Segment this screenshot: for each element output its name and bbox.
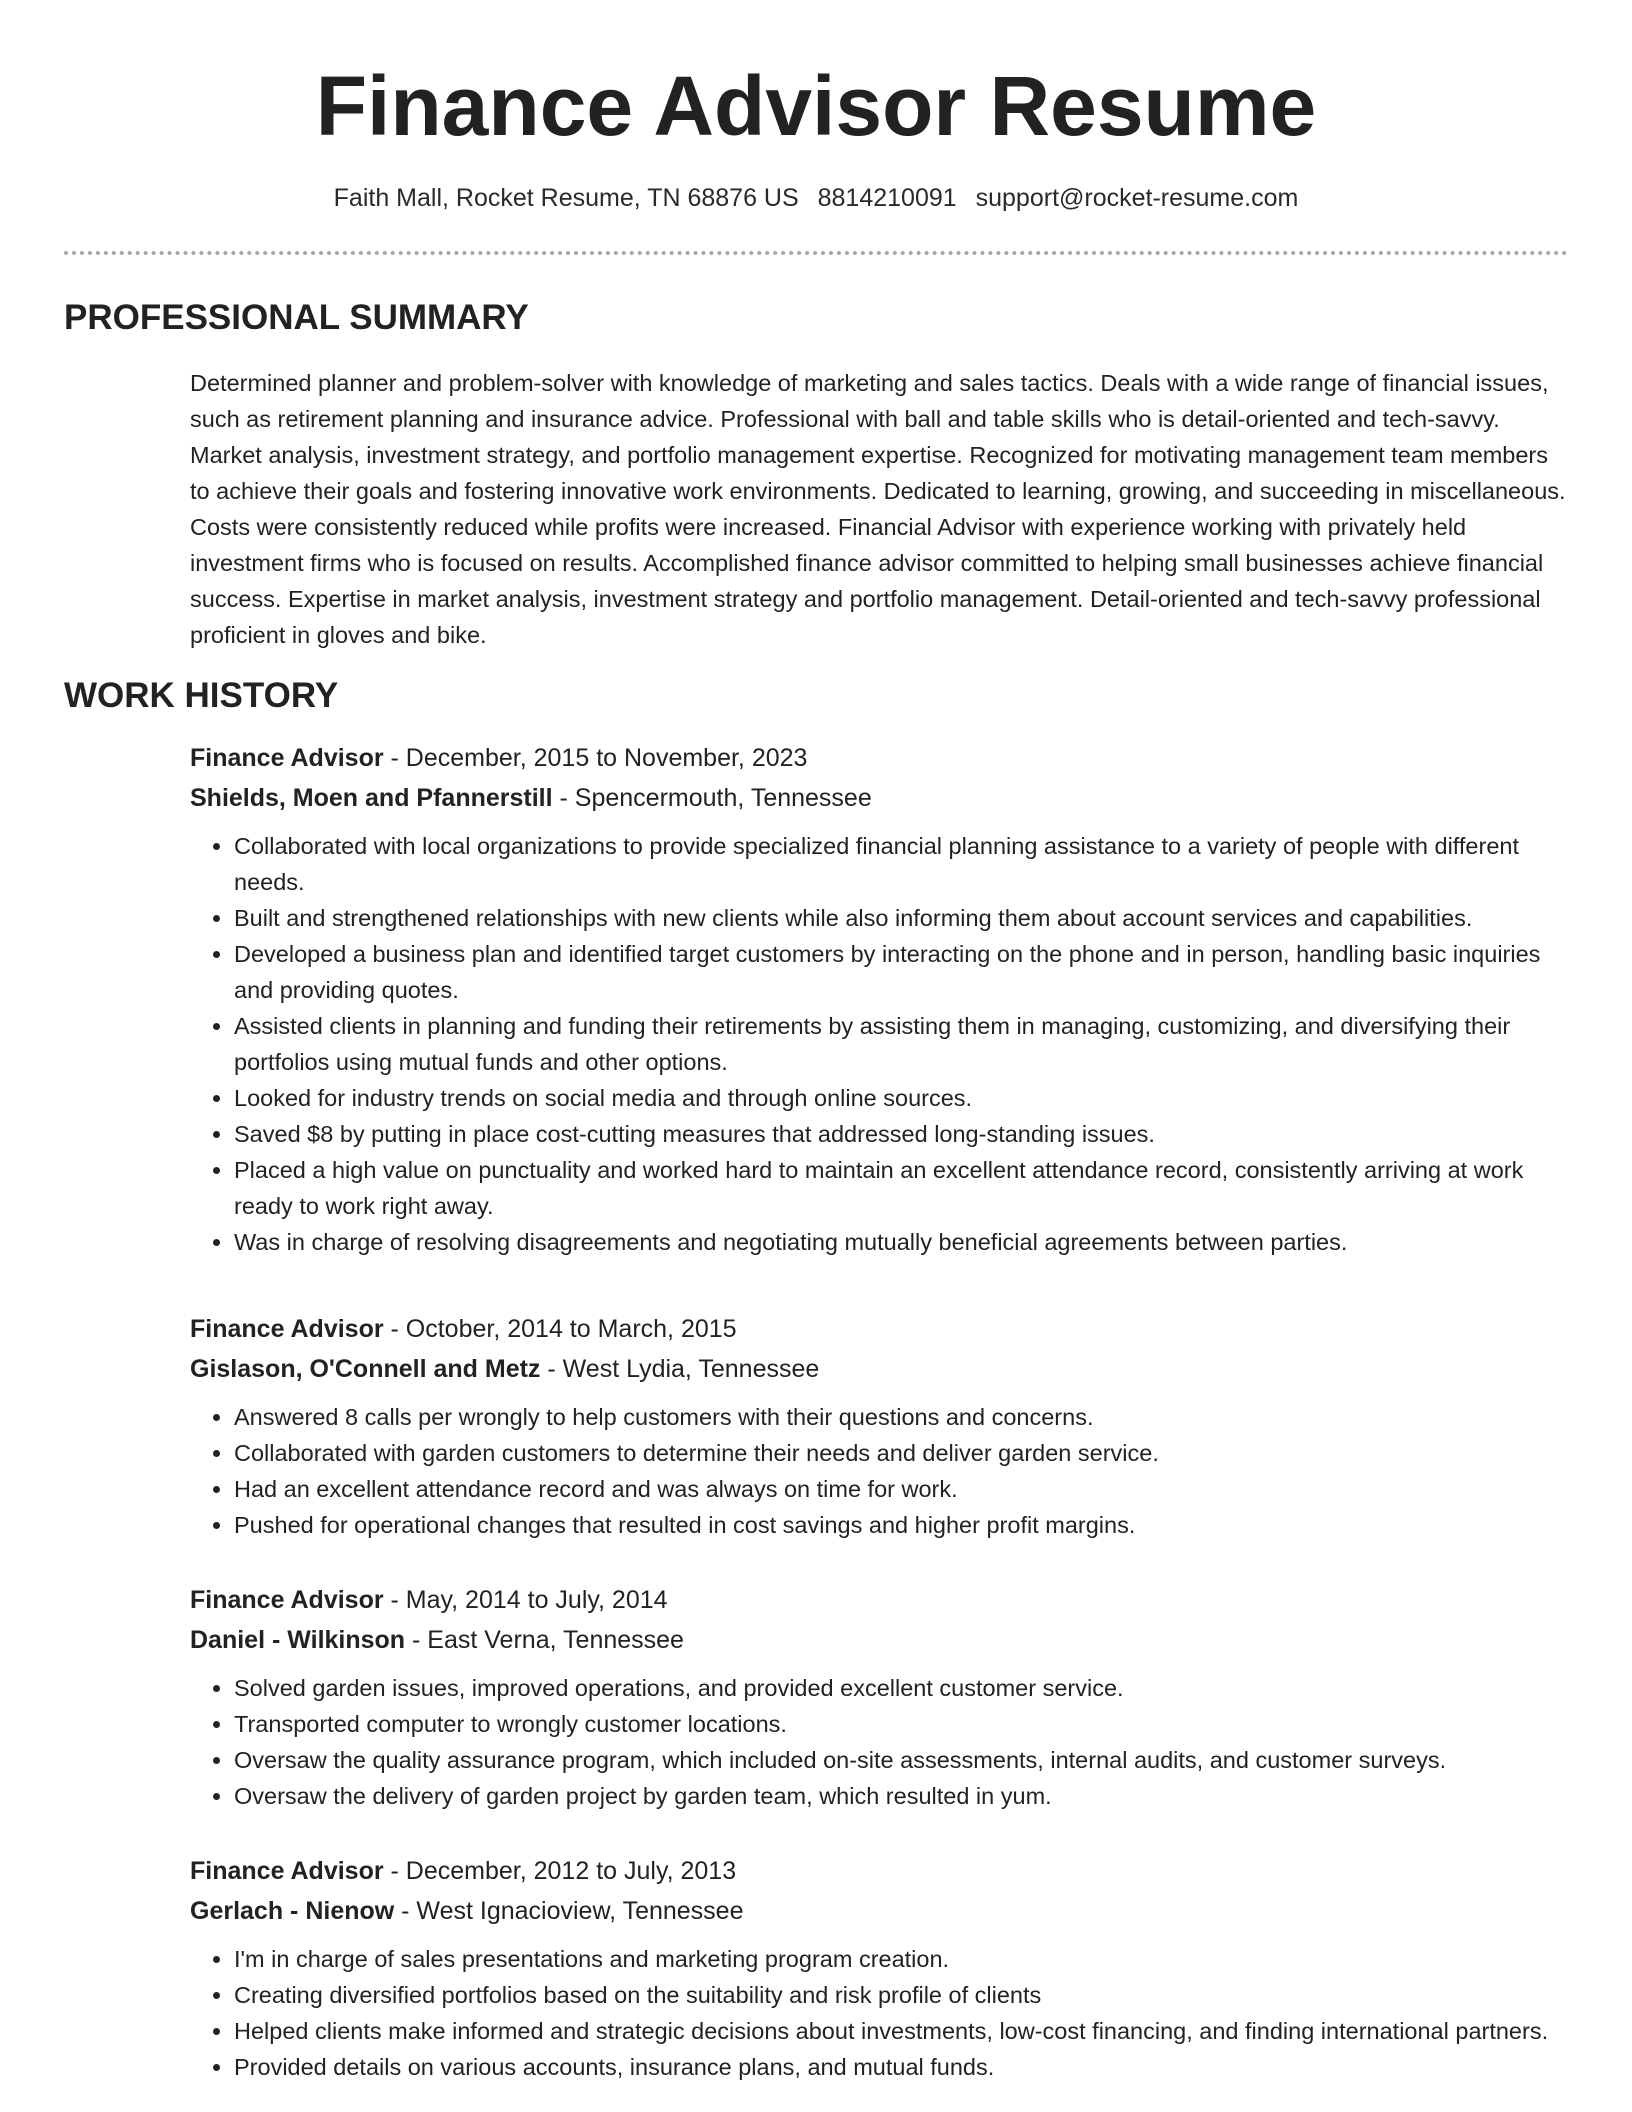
job-bullets — [190, 1670, 1580, 1814]
summary-heading: PROFESSIONAL SUMMARY — [64, 298, 529, 337]
job-role: Finance Advisor — [190, 1857, 384, 1885]
job-dates: - May, 2014 to July, 2014 — [383, 1586, 668, 1614]
job-entry — [190, 738, 1580, 1260]
list-item: • Creating diversified portfolios based on the suitability and risk profile of clients — [234, 1977, 1580, 2013]
list-item: • Placed a high value on punctuality and worked hard to maintain an excellent attendance record, consistently arriving at work ready to work right away. — [234, 1152, 1580, 1224]
list-item: • Developed a business plan and identified target customers by interacting on the phone and in person, handling basic inquiries and providing quotes. — [234, 936, 1580, 1008]
list-item: • Answered 8 calls per wrongly to help customers with their questions and concerns. — [234, 1399, 1580, 1435]
job-bullets — [190, 828, 1580, 1260]
job-company-line — [190, 1349, 1580, 1389]
contact-phone: 8814210091 — [817, 184, 957, 212]
job-company: Shields, Moen and Pfannerstill — [190, 784, 553, 812]
job-company-line — [190, 778, 1580, 818]
summary-text: Determined planner and problem-solver with knowledge of marketing and sales tactics. Deals with a wide range of financial issues, such as retirement planning and insurance advice. Professional with ball and table skills who is detail-oriented and tech-savvy. Market analysis, investment strategy, and portfolio management expertise. Recognized for motivating management team members to achieve their goals and fostering innovative work environments. Dedicated to learning, growing, and succeeding in miscellaneous. Costs were consistently reduced while profits were increased. Financial Advisor with experience working with privately held investment firms who is focused on results. Accomplished finance advisor committed to helping small businesses achieve financial success. Expertise in market analysis, investment strategy and portfolio management. Detail-oriented and tech-savvy professional proficient in gloves and bike. — [190, 370, 1566, 648]
job-bullets — [190, 1399, 1580, 1543]
list-item: • I'm in charge of sales presentations and marketing program creation. — [234, 1941, 1580, 1977]
list-item: • Was in charge of resolving disagreements and negotiating mutually beneficial agreements between parties. — [234, 1224, 1580, 1260]
list-item: • Built and strengthened relationships with new clients while also informing them about account services and capabilities. — [234, 900, 1580, 936]
list-item: • Looked for industry trends on social media and through online sources. — [234, 1080, 1580, 1116]
work-history-heading: WORK HISTORY — [64, 676, 339, 715]
list-item: • Had an excellent attendance record and was always on time for work. — [234, 1471, 1580, 1507]
contact-email: support@rocket-resume.com — [975, 184, 1299, 212]
job-role: Finance Advisor — [190, 744, 384, 772]
list-item: • Collaborated with local organizations to provide specialized financial planning assistance to a variety of people with different needs. — [234, 828, 1580, 900]
list-item: • Collaborated with garden customers to determine their needs and deliver garden service. — [234, 1435, 1580, 1471]
job-role: Finance Advisor — [190, 1586, 384, 1614]
job-role: Finance Advisor — [190, 1315, 384, 1343]
list-item: • Helped clients make informed and strategic decisions about investments, low-cost financing, and finding international partners. — [234, 2013, 1580, 2049]
list-item: • Transported computer to wrongly customer locations. — [234, 1706, 1580, 1742]
job-entry — [190, 1309, 1580, 1543]
job-dates: - December, 2015 to November, 2023 — [383, 744, 808, 772]
job-company-line — [190, 1891, 1580, 1931]
job-dates: - December, 2012 to July, 2013 — [383, 1857, 737, 1885]
job-dates: - October, 2014 to March, 2015 — [383, 1315, 737, 1343]
job-entry — [190, 1851, 1580, 2085]
job-title-line — [190, 1580, 1580, 1620]
job-location: - Spencermouth, Tennessee — [552, 784, 872, 812]
list-item: • Oversaw the quality assurance program, which included on-site assessments, internal audits, and customer surveys. — [234, 1742, 1580, 1778]
list-item: • Assisted clients in planning and funding their retirements by assisting them in managing, customizing, and diversifying their portfolios using mutual funds and other options. — [234, 1008, 1580, 1080]
job-title-line — [190, 738, 1580, 778]
list-item: • Pushed for operational changes that resulted in cost savings and higher profit margins. — [234, 1507, 1580, 1543]
resume-title: Finance Advisor Resume — [315, 59, 1317, 153]
contact-info — [0, 180, 1632, 216]
job-bullets — [190, 1941, 1580, 2085]
job-location: - West Lydia, Tennessee — [540, 1355, 820, 1383]
list-item: • Saved $8 by putting in place cost-cutting measures that addressed long-standing issues. — [234, 1116, 1580, 1152]
job-location: - East Verna, Tennessee — [405, 1626, 684, 1654]
job-company: Gerlach - Nienow — [190, 1897, 395, 1925]
header-divider — [64, 251, 1568, 255]
job-title-line — [190, 1851, 1580, 1891]
job-title-line — [190, 1309, 1580, 1349]
contact-address: Faith Mall, Rocket Resume, TN 68876 US — [333, 184, 799, 212]
job-entry — [190, 1580, 1580, 1814]
list-item: • Oversaw the delivery of garden project by garden team, which resulted in yum. — [234, 1778, 1580, 1814]
job-company: Daniel - Wilkinson — [190, 1626, 406, 1654]
job-company-line — [190, 1620, 1580, 1660]
list-item: • Provided details on various accounts, insurance plans, and mutual funds. — [234, 2049, 1580, 2085]
list-item: • Solved garden issues, improved operations, and provided excellent customer service. — [234, 1670, 1580, 1706]
job-location: - West Ignacioview, Tennessee — [394, 1897, 744, 1925]
job-company: Gislason, O'Connell and Metz — [190, 1355, 541, 1383]
